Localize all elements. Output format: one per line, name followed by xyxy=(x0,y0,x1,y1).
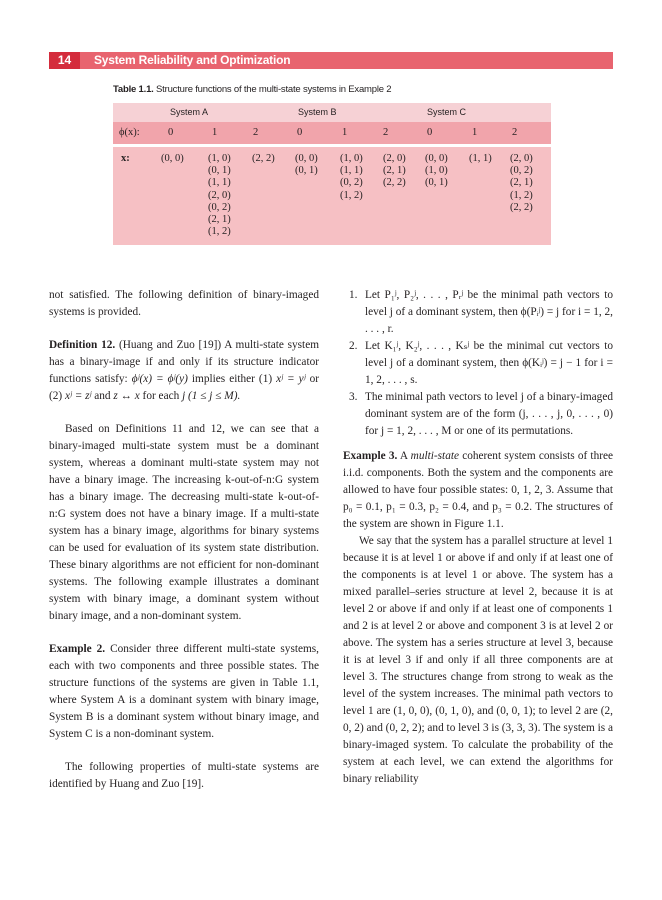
table-cell: (0, 1) xyxy=(295,165,318,177)
table-cell: (2, 2) xyxy=(510,201,533,213)
table-cell: (2, 0) xyxy=(208,189,231,201)
level-header: 1 xyxy=(212,127,218,138)
table-cell: (0, 0) xyxy=(295,153,318,164)
table-column xyxy=(208,153,231,238)
table-column xyxy=(425,153,448,190)
level-header: 1 xyxy=(472,127,478,138)
table-caption-text: Structure functions of the multi-state systems in Example 2 xyxy=(156,84,392,95)
table-cell: (2, 1) xyxy=(383,165,406,177)
table-column xyxy=(252,153,275,165)
table-cell: (1, 1) xyxy=(340,165,363,177)
system-c-header: System C xyxy=(427,107,467,117)
table-cell: (0, 2) xyxy=(340,177,363,189)
paragraph: The following properties of multi-state systems are identified by Huang and Zuo [19]. xyxy=(49,761,319,790)
level-header: 2 xyxy=(383,127,389,138)
table-cell: (2, 1) xyxy=(208,214,231,226)
property-item: 1. Let P₁ʲ, P₂ʲ, . . . , Pᵣʲ be the minimal path vectors to level j of a dominant system, then ϕ(Pᵢʲ) = j for i = 1, 2, . . . , r. xyxy=(349,289,613,335)
table-level-header-row xyxy=(113,122,551,144)
table-column xyxy=(295,153,318,177)
table-system-header-row xyxy=(113,103,551,122)
level-header: 2 xyxy=(512,127,518,138)
table-cell: (1, 0) xyxy=(340,153,363,164)
table-cell: (0, 2) xyxy=(510,165,533,177)
table-cell: (0, 2) xyxy=(208,201,231,213)
table-caption xyxy=(113,84,391,95)
example-2: Example 2. Consider three different multi-state systems, each with two components and three possible states. The structure functions of the systems are given in Table 1.1, where System A is a dominant system with binary image, System B is a dominant system without binary image, and System C is a non-dominant system. xyxy=(49,643,319,740)
structure-function-table xyxy=(113,103,551,245)
table-cell: (2, 0) xyxy=(383,153,406,164)
running-title: System Reliability and Optimization xyxy=(94,53,291,67)
table-cell: (2, 2) xyxy=(383,177,406,189)
table-column xyxy=(340,153,363,202)
x-label: x: xyxy=(121,153,130,164)
table-cell: (0, 1) xyxy=(208,165,231,177)
example-label: Example 2. xyxy=(49,643,106,655)
table-cell: (2, 1) xyxy=(510,177,533,189)
right-text-column xyxy=(343,287,613,788)
level-header: 0 xyxy=(168,127,174,138)
table-cell: (1, 2) xyxy=(208,226,231,238)
table-cell: (1, 2) xyxy=(340,189,363,201)
example-label: Example 3. xyxy=(343,450,398,462)
paragraph: We say that the system has a parallel structure at level 1 because it is at level 1 or above if and only if at least one of the components is at level 1 or above. The system has a mixed parallel–series structure at level 2, because it is at level 2 or above if and only if at least one of components 1 and 2 is at level 2 or above and component 3 is at level 2 or above. The system has a series structure at level 3, because it is at level 3 if and only if all three components are at level 3. The structures change from strong to weak as the level of the system increases. The minimal path vectors to level 1 are (1, 0, 0), (0, 1, 0), and (0, 0, 1); to level 2 are (2, 0, 2) and (0, 2, 2); and to level 3 is (3, 3, 3). The system is a binary-imaged system. To calculate the probability of the system at each level, we can extend the algorithms for binary reliability xyxy=(343,535,613,785)
table-cell: (1, 1) xyxy=(208,177,231,189)
table-cell: (1, 1) xyxy=(469,153,492,164)
definition-12: Definition 12. (Huang and Zuo [19]) A multi-state system has a binary-image if and only if its structure indicator functions satisfy: ϕʲ(x) = ϕʲ(y) implies either (1) xʲ = yʲ or (2) xʲ = zʲ and z ↔ x for each j (1 ≤ j ≤ M). xyxy=(49,339,319,402)
page-number: 14 xyxy=(49,52,80,69)
property-item: 2. Let K₁ʲ, K₂ʲ, . . . , Kₛʲ be the minimal cut vectors to level j of a dominant system, then ϕ(Kᵢʲ) = j − 1 for i = 1, 2, . . . , s. xyxy=(349,340,613,386)
table-body xyxy=(113,147,551,245)
property-item: 3. The minimal path vectors to level j of a binary-imaged dominant system are of the form (j, . . . , j, 0, . . . , 0) for j = 1, 2, . . . , M or one of its permutations. xyxy=(349,391,613,437)
table-column xyxy=(161,153,184,165)
level-header: 0 xyxy=(297,127,303,138)
level-header: 2 xyxy=(253,127,259,138)
phi-label: ϕ(x): xyxy=(119,127,140,138)
table-column xyxy=(469,153,492,165)
definition-label: Definition 12. xyxy=(49,339,116,351)
table-caption-label: Table 1.1. xyxy=(113,84,154,95)
system-a-header: System A xyxy=(170,107,209,117)
table-cell: (0, 1) xyxy=(425,177,448,189)
table-column xyxy=(510,153,533,214)
table-cell: (0, 0) xyxy=(425,153,448,164)
table-cell: (2, 0) xyxy=(510,153,533,164)
example-3: Example 3. A multi-state coherent system consists of three i.i.d. components. Both the system and the components are allowed to have four possible states: 0, 1, 2, 3. Assume that p₀ = 0.1, p₁ = 0.3, p₂ = 0.4, and p₃ = 0.2. The structures of the system are shown in Figure 1.1. xyxy=(343,450,614,530)
left-text-column xyxy=(49,287,319,793)
paragraph: Based on Definitions 11 and 12, we can see that a binary-imaged multi-state system must be a dominant system, whereas a dominant multi-state system may not have a binary image. The increasing k-out-of-n:G system has a binary image. The decreasing multi-state k-out-of-n:G system does not have a binary image. If a multi-state system has a binary image, algorithms for binary systems can be used for evaluation of its system state distribution. These binary algorithms are not efficient for non-dominant systems. The following example illustrates a dominant system with binary image, a dominant system without binary image, and a non-dominant system. xyxy=(49,423,319,622)
table-column xyxy=(383,153,406,190)
running-header xyxy=(49,52,613,69)
table-cell: (2, 2) xyxy=(252,153,275,164)
level-header: 0 xyxy=(427,127,433,138)
table-cell: (1, 0) xyxy=(425,165,448,177)
system-b-header: System B xyxy=(298,107,337,117)
paragraph: not satisfied. The following definition of binary-imaged systems is provided. xyxy=(49,289,319,318)
table-cell: (0, 0) xyxy=(161,153,184,164)
level-header: 1 xyxy=(342,127,348,138)
table-cell: (1, 2) xyxy=(510,189,533,201)
table-cell: (1, 0) xyxy=(208,153,231,164)
